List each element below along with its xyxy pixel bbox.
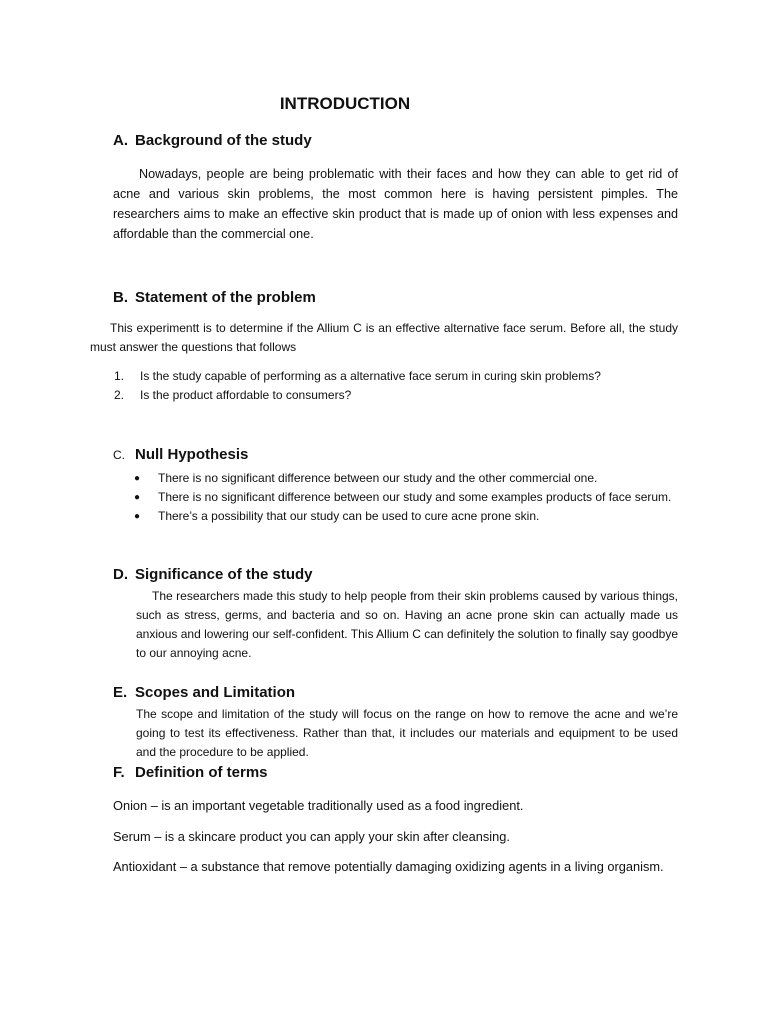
definition-onion: Onion – is an important vegetable traditionally used as a food ingredient. (113, 798, 524, 813)
scopes-paragraph: The scope and limitation of the study will focus on the range on how to remove the acne and we’re going to test its effectiveness. Rather than that, it includes our materials and equipment to be used and the procedure to be applied. (136, 707, 678, 759)
list-number: 1. (114, 369, 125, 383)
section-title: Statement of the problem (135, 289, 316, 306)
definition-serum: Serum – is a skincare product you can apply your skin after cleansing. (113, 829, 510, 844)
page-title: INTRODUCTION (279, 94, 411, 113)
list-item-text: There is no significant difference between our study and the other commercial one. (158, 471, 598, 485)
section-marker: C. (113, 448, 125, 462)
list-item (134, 507, 678, 526)
list-item (134, 469, 678, 488)
list-item-text: There is no significant difference between our study and some examples products of face serum. (158, 490, 672, 504)
section-title: Background of the study (135, 132, 312, 149)
list-item-text: Is the study capable of performing as a alternative face serum in curing skin problems? (140, 369, 601, 383)
definition-antioxidant: Antioxidant – a substance that remove potentially damaging oxidizing agents in a living organism. (113, 859, 664, 874)
section-title: Significance of the study (135, 566, 313, 583)
background-paragraph: Nowadays, people are being problematic with their faces and how they can able to get rid of acne and various skin problems, the most common here is having persistent pimples. The researchers aims to make an effective skin product that is made up of onion with less expenses and affordable than the commercial one. (113, 167, 678, 241)
section-title: Scopes and Limitation (135, 684, 296, 701)
section-marker: F. (113, 764, 125, 781)
section-marker: B. (113, 289, 128, 306)
section-heading-statement (113, 289, 316, 306)
list-item-text: Is the product affordable to consumers? (140, 388, 352, 402)
significance-paragraph: The researchers made this study to help people from their skin problems caused by various things, such as stress, germs, and bacteria and so on. Having an acne prone skin can actually made us anxious and lowering our self-confident. This Allium C can definitely the solution to finally say goodbye to our annoying acne. (136, 589, 678, 660)
list-item-text: There’s a possibility that our study can be used to cure acne prone skin. (158, 509, 540, 523)
hypothesis-list (134, 469, 678, 526)
bullet-icon: ● (134, 511, 141, 522)
section-marker: D. (113, 566, 128, 583)
section-title: Definition of terms (135, 764, 268, 781)
section-marker: E. (113, 684, 128, 701)
list-number: 2. (114, 388, 125, 402)
list-item (134, 488, 678, 507)
section-marker: A. (113, 132, 128, 149)
list-item (114, 386, 680, 405)
section-heading-scopes (113, 684, 295, 701)
statement-paragraph: This experimentt is to determine if the Allium C is an effective alternative face serum. Before all, the study must answer the questions that follows (90, 321, 678, 354)
section-heading-hypothesis (113, 446, 248, 463)
bullet-icon: ● (134, 473, 141, 484)
section-heading-significance (113, 566, 313, 583)
section-heading-definitions (113, 764, 268, 781)
list-item (114, 367, 680, 386)
questions-list (114, 367, 680, 405)
section-title: Null Hypothesis (135, 446, 249, 463)
section-heading-background (113, 132, 312, 149)
bullet-icon: ● (134, 492, 141, 503)
